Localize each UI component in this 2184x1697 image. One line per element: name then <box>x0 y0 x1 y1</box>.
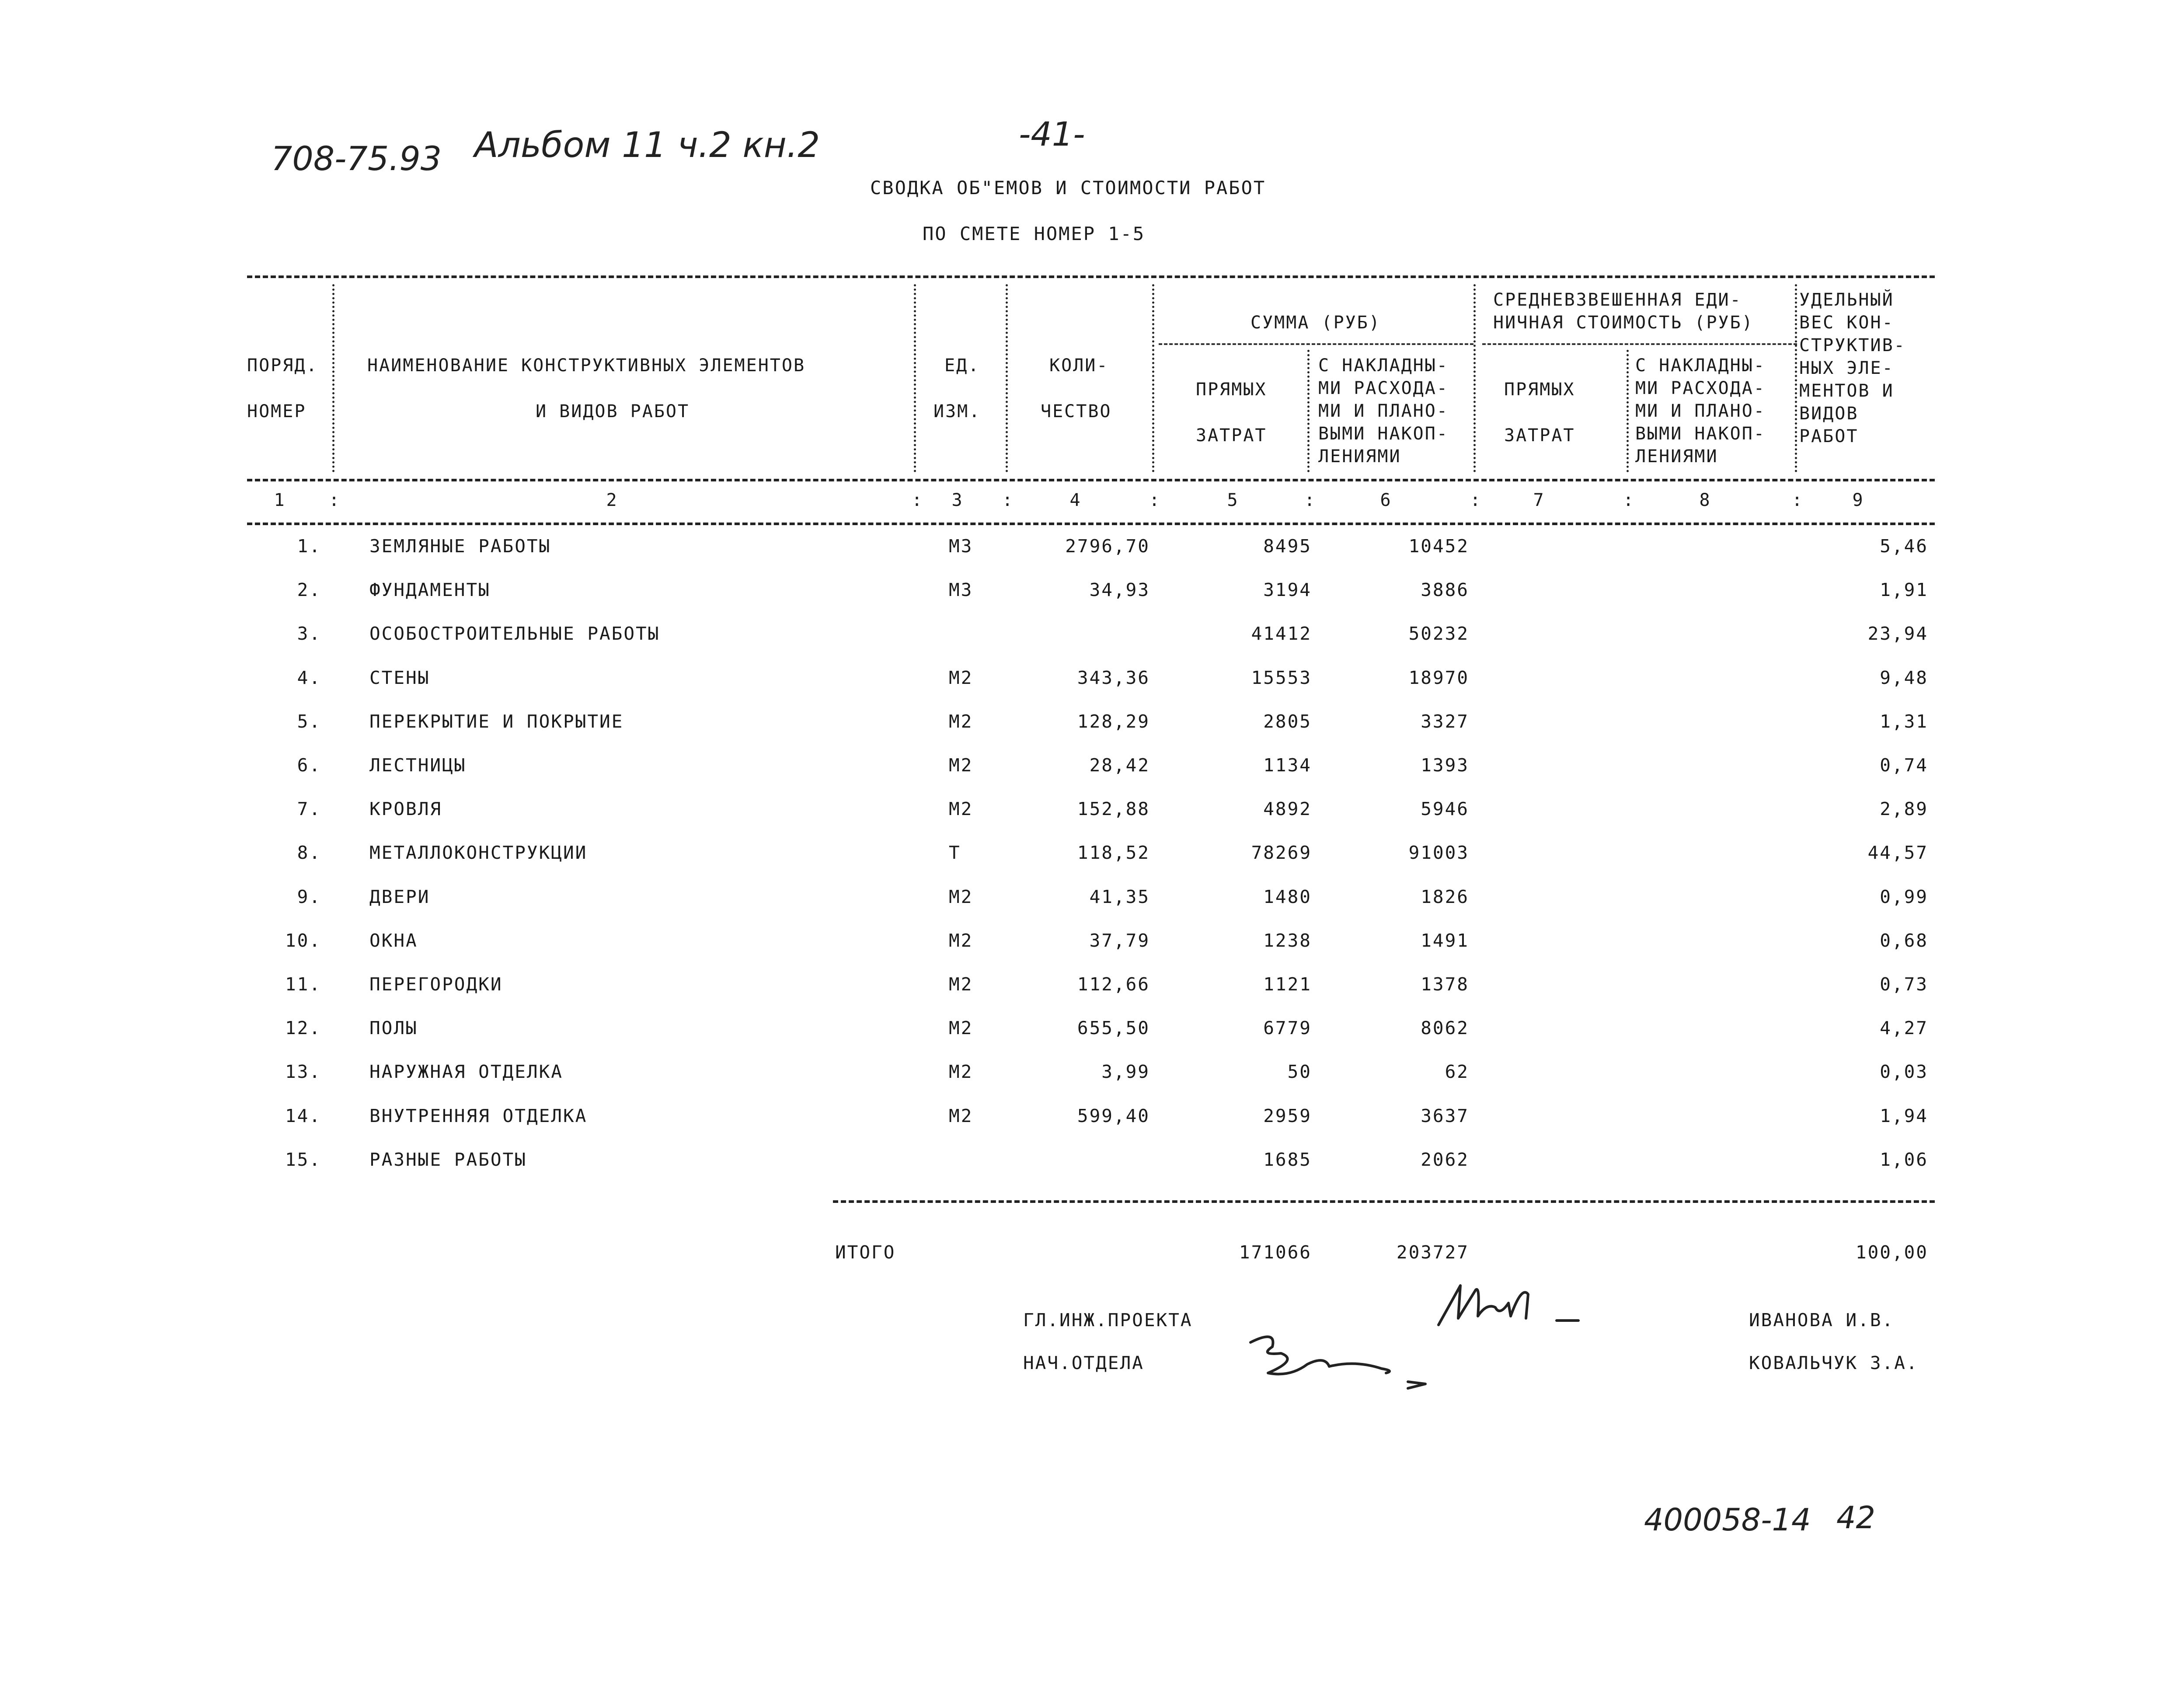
col-number-4: 4 <box>1069 490 1082 510</box>
header-col7-line1: ПРЯМЫХ <box>1504 380 1575 400</box>
header-col3-line1: ЕД. <box>944 355 980 376</box>
row-total-with-overhead: 1491 <box>1421 930 1469 951</box>
row-share: 1,31 <box>1880 711 1928 732</box>
row-quantity: 2796,70 <box>1065 536 1150 557</box>
row-number: 14. <box>285 1105 321 1126</box>
handwritten-page-number: -41- <box>1019 115 1085 153</box>
row-quantity: 343,36 <box>1077 667 1150 688</box>
row-name: РАЗНЫЕ РАБОТЫ <box>369 1149 527 1170</box>
header-col9-line3: СТРУКТИВ- <box>1799 335 1906 355</box>
total-direct: 171066 <box>1239 1242 1312 1263</box>
header-col6-line2: МИ РАСХОДА- <box>1318 378 1449 398</box>
row-direct-costs: 6779 <box>1263 1018 1312 1038</box>
row-total-with-overhead: 3886 <box>1421 579 1469 600</box>
header-col7-line2: ЗАТРАТ <box>1504 425 1575 446</box>
col-number-3: 3 <box>951 490 964 510</box>
row-share: 23,94 <box>1867 623 1928 644</box>
row-direct-costs: 15553 <box>1251 667 1312 688</box>
row-number: 15. <box>285 1149 321 1170</box>
signature-name-department-head: КОВАЛЬЧУК З.А. <box>1749 1352 1919 1373</box>
row-direct-costs: 2805 <box>1263 711 1312 732</box>
row-share: 1,94 <box>1880 1105 1928 1126</box>
col-number-5: 5 <box>1227 490 1239 510</box>
row-direct-costs: 41412 <box>1251 623 1312 644</box>
header-col6-line1: С НАКЛАДНЫ- <box>1318 355 1449 376</box>
header-col8-line2: МИ РАСХОДА- <box>1635 378 1766 398</box>
row-total-with-overhead: 2062 <box>1421 1149 1469 1170</box>
row-total-with-overhead: 3327 <box>1421 711 1469 732</box>
col-separator <box>1006 284 1008 472</box>
header-col6-line4: ВЫМИ НАКОП- <box>1318 424 1449 444</box>
row-share: 4,27 <box>1880 1018 1928 1038</box>
row-number: 13. <box>285 1061 321 1082</box>
total-rule <box>833 1200 1935 1203</box>
handwritten-signature-1 <box>1434 1277 1583 1334</box>
row-quantity: 655,50 <box>1077 1018 1150 1038</box>
row-unit: М2 <box>949 667 973 688</box>
header-col3-line2: ИЗМ. <box>934 401 981 422</box>
col-separator <box>1307 350 1310 472</box>
col-number-6: 6 <box>1380 490 1392 510</box>
row-name: ФУНДАМЕНТЫ <box>369 579 491 600</box>
row-total-with-overhead: 5946 <box>1421 798 1469 819</box>
total-overhead: 203727 <box>1396 1242 1469 1263</box>
header-group-avg-line2: НИЧНАЯ СТОИМОСТЬ (РУБ) <box>1493 313 1754 333</box>
row-direct-costs: 1480 <box>1263 886 1312 907</box>
row-share: 9,48 <box>1880 667 1928 688</box>
row-number: 2. <box>297 579 321 600</box>
row-name: ЛЕСТНИЦЫ <box>369 755 467 776</box>
row-direct-costs: 8495 <box>1263 536 1312 557</box>
handwritten-album: Альбом 11 ч.2 кн.2 <box>474 125 820 165</box>
row-unit: М2 <box>949 1061 973 1082</box>
row-name: ПЕРЕКРЫТИЕ И ПОКРЫТИЕ <box>369 711 624 732</box>
handwritten-code-left: 708-75.93 <box>271 139 442 178</box>
header-col8-line1: С НАКЛАДНЫ- <box>1635 355 1766 376</box>
row-unit: Т <box>949 842 961 863</box>
header-col9-line1: УДЕЛЬНЫЙ <box>1799 290 1894 310</box>
row-unit: М2 <box>949 755 973 776</box>
row-name: ОКНА <box>369 930 418 951</box>
row-share: 0,99 <box>1880 886 1928 907</box>
row-share: 1,91 <box>1880 579 1928 600</box>
row-number: 10. <box>285 930 321 951</box>
signature-name-chief-engineer: ИВАНОВА И.В. <box>1749 1310 1895 1331</box>
col-number-9: 9 <box>1852 490 1864 510</box>
header-col9-line6: ВИДОВ <box>1799 404 1859 424</box>
header-col9-line2: ВЕС КОН- <box>1799 313 1894 333</box>
row-share: 44,57 <box>1867 842 1928 863</box>
row-number: 3. <box>297 623 321 644</box>
row-number: 11. <box>285 974 321 995</box>
row-quantity: 112,66 <box>1077 974 1150 995</box>
row-direct-costs: 1134 <box>1263 755 1312 776</box>
handwritten-signature-2 <box>1242 1329 1443 1395</box>
col-separator <box>1795 284 1797 472</box>
signature-role-chief-engineer: ГЛ.ИНЖ.ПРОЕКТА <box>1023 1310 1193 1331</box>
row-share: 2,89 <box>1880 798 1928 819</box>
col-number-8: 8 <box>1699 490 1711 510</box>
row-share: 0,68 <box>1880 930 1928 951</box>
row-quantity: 599,40 <box>1077 1105 1150 1126</box>
document-subtitle: ПО СМЕТЕ НОМЕР 1-5 <box>923 223 1146 244</box>
row-direct-costs: 4892 <box>1263 798 1312 819</box>
col-number-2: 2 <box>606 490 618 510</box>
row-total-with-overhead: 62 <box>1445 1061 1469 1082</box>
row-name: ОСОБОСТРОИТЕЛЬНЫЕ РАБОТЫ <box>369 623 660 644</box>
header-group-sum: СУММА (РУБ) <box>1250 313 1381 333</box>
col-separator <box>1473 284 1476 472</box>
row-name: ДВЕРИ <box>369 886 430 907</box>
row-number: 12. <box>285 1018 321 1038</box>
header-col5-line1: ПРЯМЫХ <box>1196 380 1267 400</box>
row-unit: М2 <box>949 798 973 819</box>
row-unit: М2 <box>949 1105 973 1126</box>
header-col4-line1: КОЛИ- <box>1049 355 1109 376</box>
row-share: 0,73 <box>1880 974 1928 995</box>
col-separator <box>914 284 916 472</box>
row-name: СТЕНЫ <box>369 667 430 688</box>
row-name: ПЕРЕГОРОДКИ <box>369 974 503 995</box>
header-col9-line5: МЕНТОВ И <box>1799 381 1894 401</box>
row-total-with-overhead: 1393 <box>1421 755 1469 776</box>
row-name: ЗЕМЛЯНЫЕ РАБОТЫ <box>369 536 551 557</box>
row-number: 7. <box>297 798 321 819</box>
table-top-rule <box>247 275 1935 278</box>
header-col1-line2: НОМЕР <box>247 401 307 422</box>
row-total-with-overhead: 1378 <box>1421 974 1469 995</box>
document-title: СВОДКА ОБ"ЕМОВ И СТОИМОСТИ РАБОТ <box>870 177 1266 199</box>
row-name: НАРУЖНАЯ ОТДЕЛКА <box>369 1061 563 1082</box>
column-numbers-rule <box>247 523 1935 525</box>
row-direct-costs: 1238 <box>1263 930 1312 951</box>
row-number: 4. <box>297 667 321 688</box>
row-direct-costs: 78269 <box>1251 842 1312 863</box>
row-unit: М2 <box>949 1018 973 1038</box>
header-col8-line3: МИ И ПЛАНО- <box>1635 401 1766 421</box>
row-unit: М3 <box>949 536 973 557</box>
row-quantity: 3,99 <box>1101 1061 1150 1082</box>
header-col9-line4: НЫХ ЭЛЕ- <box>1799 358 1894 378</box>
row-total-with-overhead: 10452 <box>1408 536 1469 557</box>
row-share: 5,46 <box>1880 536 1928 557</box>
row-total-with-overhead: 1826 <box>1421 886 1469 907</box>
row-quantity: 152,88 <box>1077 798 1150 819</box>
header-col6-line3: МИ И ПЛАНО- <box>1318 401 1449 421</box>
row-unit: М3 <box>949 579 973 600</box>
col-number-7: 7 <box>1533 490 1545 510</box>
row-quantity: 34,93 <box>1089 579 1150 600</box>
row-quantity: 41,35 <box>1089 886 1150 907</box>
row-unit: М2 <box>949 711 973 732</box>
row-quantity: 128,29 <box>1077 711 1150 732</box>
row-direct-costs: 2959 <box>1263 1105 1312 1126</box>
avg-group-rule <box>1482 343 1797 345</box>
header-col6-line5: ЛЕНИЯМИ <box>1318 446 1401 467</box>
row-direct-costs: 1685 <box>1263 1149 1312 1170</box>
header-bottom-rule <box>247 479 1935 481</box>
col-separator <box>1627 350 1629 472</box>
total-share: 100,00 <box>1855 1242 1928 1263</box>
header-col4-line2: ЧЕСТВО <box>1041 401 1112 422</box>
header-col2-line1: НАИМЕНОВАНИЕ КОНСТРУКТИВНЫХ ЭЛЕМЕНТОВ <box>367 355 806 376</box>
row-quantity: 28,42 <box>1089 755 1150 776</box>
handwritten-bottom-code: 400058-14 <box>1644 1502 1811 1538</box>
row-number: 8. <box>297 842 321 863</box>
row-total-with-overhead: 18970 <box>1408 667 1469 688</box>
handwritten-bottom-page: 42 <box>1836 1500 1876 1536</box>
row-share: 1,06 <box>1880 1149 1928 1170</box>
header-col1-line1: ПОРЯД. <box>247 355 318 376</box>
row-name: ПОЛЫ <box>369 1018 418 1038</box>
row-direct-costs: 3194 <box>1263 579 1312 600</box>
header-group-avg-line1: СРЕДНЕВЗВЕШЕННАЯ ЕДИ- <box>1493 290 1742 310</box>
col-separator <box>1152 284 1154 472</box>
sum-group-rule <box>1159 343 1473 345</box>
row-share: 0,74 <box>1880 755 1928 776</box>
header-col8-line4: ВЫМИ НАКОП- <box>1635 424 1766 444</box>
row-name: ВНУТРЕННЯЯ ОТДЕЛКА <box>369 1105 588 1126</box>
row-number: 1. <box>297 536 321 557</box>
row-unit: М2 <box>949 886 973 907</box>
row-total-with-overhead: 3637 <box>1421 1105 1469 1126</box>
header-col8-line5: ЛЕНИЯМИ <box>1635 446 1718 467</box>
row-total-with-overhead: 8062 <box>1421 1018 1469 1038</box>
row-number: 9. <box>297 886 321 907</box>
header-col2-line2: И ВИДОВ РАБОТ <box>536 401 690 422</box>
row-share: 0,03 <box>1880 1061 1928 1082</box>
total-label: ИТОГО <box>835 1242 896 1263</box>
header-col5-line2: ЗАТРАТ <box>1196 425 1267 446</box>
row-direct-costs: 50 <box>1287 1061 1312 1082</box>
row-quantity: 37,79 <box>1089 930 1150 951</box>
row-quantity: 118,52 <box>1077 842 1150 863</box>
row-number: 6. <box>297 755 321 776</box>
row-total-with-overhead: 50232 <box>1408 623 1469 644</box>
signature-role-department-head: НАЧ.ОТДЕЛА <box>1023 1352 1144 1373</box>
row-name: МЕТАЛЛОКОНСТРУКЦИИ <box>369 842 588 863</box>
col-number-1: 1 <box>274 490 286 510</box>
row-unit: М2 <box>949 974 973 995</box>
row-total-with-overhead: 91003 <box>1408 842 1469 863</box>
col-separator <box>332 284 334 472</box>
header-col9-line7: РАБОТ <box>1799 426 1859 446</box>
row-direct-costs: 1121 <box>1263 974 1312 995</box>
row-number: 5. <box>297 711 321 732</box>
row-name: КРОВЛЯ <box>369 798 442 819</box>
row-unit: М2 <box>949 930 973 951</box>
